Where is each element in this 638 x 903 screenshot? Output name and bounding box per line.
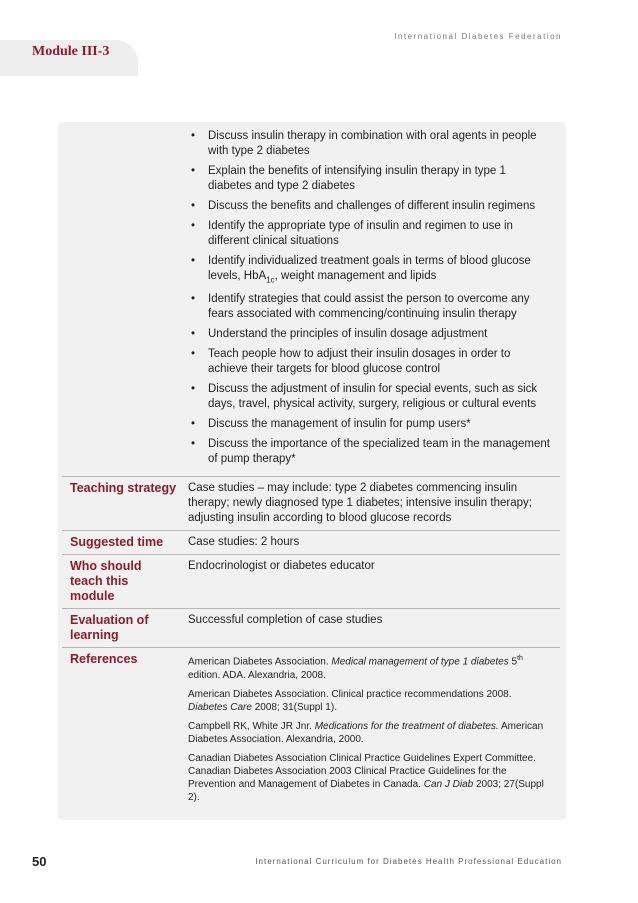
objectives-label xyxy=(62,124,184,476)
references-list xyxy=(184,648,560,807)
reference-item: Canadian Diabetes Association Clinical Practice Guidelines Expert Committee. Canadian Diabetes Association 2003 Clinical Practice Guidelines for the Prevention and Management of Diabetes in Canada. Can J Diab 2003; 27(Suppl 2). xyxy=(188,752,544,803)
objective-item: • Discuss the adjustment of insulin for special events, such as sick days, travel, physical activity, surgery, religious or cultural events xyxy=(188,382,550,412)
reference-item: American Diabetes Association. Medical management of type 1 diabetes 5th edition. ADA. Alexandria, 2008. xyxy=(188,655,523,681)
page-number: 50 xyxy=(32,854,47,869)
who-should-teach-label: Who should teach this module xyxy=(70,559,142,604)
objective-item: • Understand the principles of insulin dosage adjustment xyxy=(188,327,550,342)
objectives-list xyxy=(188,128,550,467)
footer-title: International Curriculum for Diabetes Health Professional Education xyxy=(255,857,562,866)
objective-item: • Explain the benefits of intensifying insulin therapy in type 1 diabetes and type 2 diabetes xyxy=(188,164,550,194)
reference-item: American Diabetes Association. Clinical practice recommendations 2008. Diabetes Care 2008; 31(Suppl 1). xyxy=(188,688,512,713)
suggested-time-label: Suggested time xyxy=(70,535,164,550)
teaching-strategy-row xyxy=(62,477,560,531)
objective-item: • Discuss the benefits and challenges of different insulin regimens xyxy=(188,199,550,214)
objective-item: • Identify individualized treatment goals in terms of blood glucose levels, HbA$_{1c}$, weight management and lipids xyxy=(188,254,550,287)
evaluation-value: Successful completion of case studies xyxy=(188,614,383,627)
teaching-strategy-label: Teaching strategy xyxy=(70,481,177,496)
suggested-time-value: Case studies: 2 hours xyxy=(188,536,300,549)
who-should-teach-value: Endocrinologist or diabetes educator xyxy=(188,560,375,573)
objectives-row xyxy=(62,124,560,477)
evaluation-label: Evaluation of learning xyxy=(70,613,149,643)
objective-item: • Identify strategies that could assist the person to overcome any fears associated with commencing/continuing insulin therapy xyxy=(188,292,550,322)
objective-item: • Discuss insulin therapy in combination with oral agents in people with type 2 diabetes xyxy=(188,129,550,159)
references-row xyxy=(62,648,560,807)
organization-name: International Diabetes Federation xyxy=(394,32,562,41)
objective-item: • Identify the appropriate type of insulin and regimen to use in different clinical situations xyxy=(188,219,550,249)
references-label: References xyxy=(70,652,138,667)
module-table xyxy=(62,124,560,808)
suggested-time-row xyxy=(62,531,560,555)
objective-item: • Discuss the importance of the specialized team in the management of pump therapy* xyxy=(188,437,550,467)
reference-item: Campbell RK, White JR Jnr. Medications for the treatment of diabetes. American Diabetes Association. Alexandria, 2000. xyxy=(188,720,544,745)
teaching-strategy-value: Case studies – may include: type 2 diabetes commencing insulin therapy; newly diagnosed type 1 diabetes; intensive insulin therapy; adjusting insulin according to blood glucose records xyxy=(188,482,532,525)
objective-item: • Discuss the management of insulin for pump users* xyxy=(188,417,550,432)
objectives-value xyxy=(184,124,560,476)
module-title: Module III-3 xyxy=(32,44,110,59)
objective-item: • Teach people how to adjust their insulin dosages in order to achieve their targets for blood glucose control xyxy=(188,347,550,377)
who-should-teach-row xyxy=(62,555,560,609)
evaluation-row xyxy=(62,609,560,648)
